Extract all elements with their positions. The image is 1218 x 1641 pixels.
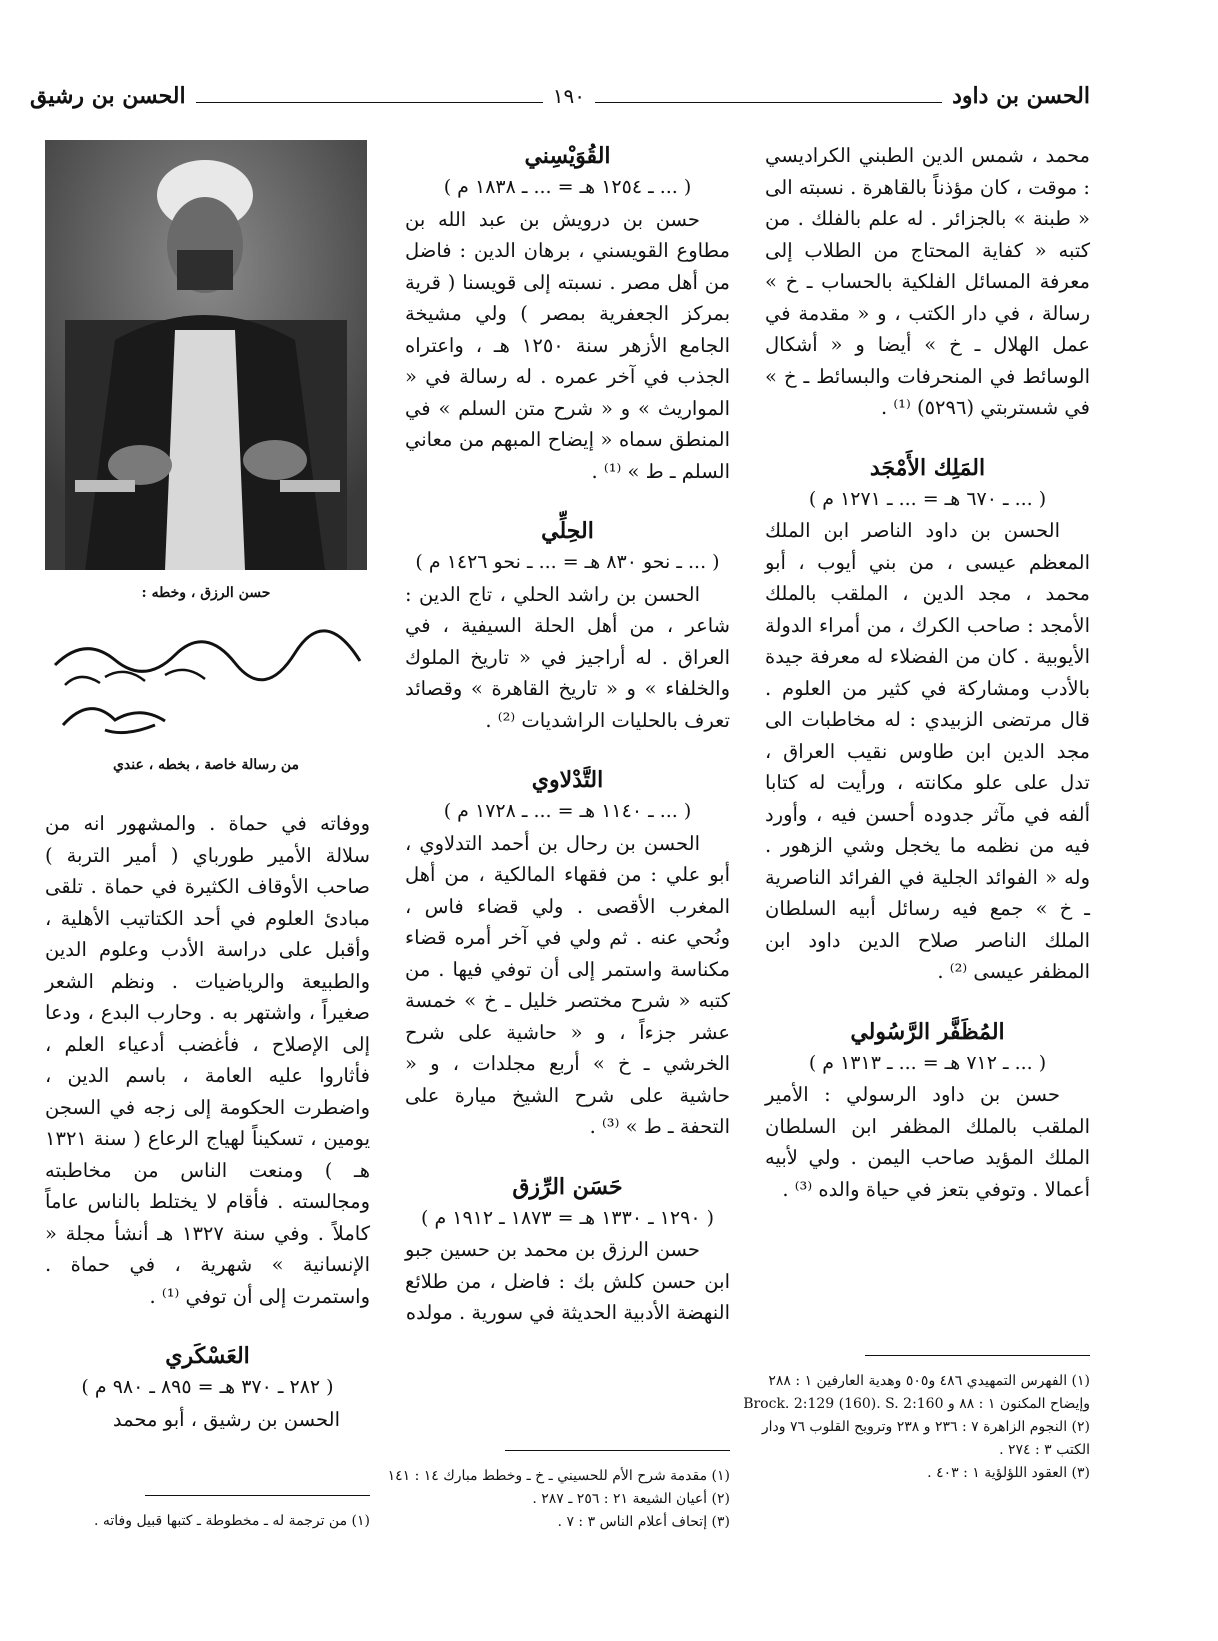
- running-head-left: الحسن بن رشيق: [30, 83, 186, 109]
- entry-text: الحسن بن راشد الحلي ، تاج الدين : شاعر ، من أهل الحلة السيفية ، في العراق . له أراجيز في « تاريخ الملوك والخلفاء » و « تاريخ القاهرة » وقصائد تعرف بالحليات الراشديات ⁽²⁾ .: [405, 582, 730, 732]
- entry-text: حسن الرزق بن محمد بن حسين جبو ابن حسن كلش بك : فاضل ، من طلائع النهضة الأدبية الحديثة في سورية . مولده: [405, 1238, 730, 1324]
- handwriting-sample: [45, 625, 367, 745]
- page-number: ١٩٠: [552, 84, 585, 108]
- entry-dates: ( ... ـ ٦٧٠ هـ = ... ـ ١٢٧١ م ): [808, 487, 1047, 510]
- footnotes-right: [735, 1355, 1090, 1485]
- entry-heading: المَلِك الأَمْجَد: [869, 454, 986, 481]
- entry-text: حسن بن داود الرسولي : الأمير الملقب بالملك المظفر ابن السلطان الملك المؤيد صاحب اليمن . ولي لأبيه أعمالا . وتوفي بتعز في حياة والده ⁽³⁾ .: [765, 1083, 1090, 1201]
- entry-heading: العَسْكَري: [165, 1343, 250, 1369]
- entry-text: حسن بن درويش بن عبد الله بن مطاوع القويسني ، برهان الدين : فاضل من أهل مصر . نسبته إلى قويسنا ( قرية بمركز الجعفرية بمصر ) ولي مشيخة الجامع الأزهر سنة ١٢٥٠ هـ ، واعتراه الجذب في آخر عمره . له رسالة في « المواريث » و « شرح متن السلم » في المنطق سماه « إيضاح المبهم من معاني السلم ـ ط » ⁽¹⁾ .: [405, 207, 730, 483]
- entry-heading: القُوَيْسِني: [524, 143, 611, 169]
- entry-text: الحسن بن رشيق ، أبو محمد: [112, 1407, 340, 1431]
- entry-dates: ( ... ـ ١٢٥٤ هـ = ... ـ ١٨٣٨ م ): [443, 176, 692, 198]
- footnote: (١) الفهرس التمهيدي ٤٨٦ و٥٠٥ وهدية العارفين ١ : ٢٨٨ وإيضاح المكنون ١ : ٨٨ و Brock. 2:129 (160). S. 2:160: [743, 1373, 1090, 1412]
- running-head-right: الحسن بن داود: [952, 83, 1090, 109]
- entry-dates: ( ... ـ ٧١٢ هـ = ... ـ ١٣١٣ م ): [808, 1051, 1047, 1074]
- continuation-paragraph: ووفاته في حماة . والمشهور انه من سلالة الأمير طورباي ( أمير التربة ) صاحب الأوقاف الكثيرة في حماة . تلقى مبادئ العلوم في أحد الكتاتيب الأهلية ، وأقبل على دراسة الأدب وعلوم الدين والطبيعة والرياضيات . ونظم الشعر صغيراً ، واشتهر به . وحارب البدع ، ودعا إلى الإصلاح ، فأغضب أدعياء العلم ، فأثاروا عليه العامة ، باسم الدين ، واضطرت الحكومة إلى زجه في السجن يومين ، تسكيناً لهياج الرعاع ( سنة ١٣٢١ هـ ) ومنعت الناس من مخاطبته ومجالسته . فأقام لا يختلط بالناس عاماً كاملاً . وفي سنة ١٣٢٧ هـ أنشأ مجلة « الإنسانية » شهرية ، في حماة . واستمرت إلى أن توفي ⁽¹⁾ .: [45, 812, 370, 1308]
- footnote: (٢) أعيان الشيعة ٢١ : ٢٥٦ ـ ٢٨٧ .: [532, 1491, 730, 1507]
- footnotes-middle: [385, 1450, 730, 1534]
- entry-dates: ( ١٢٩٠ ـ ١٣٣٠ هـ = ١٨٧٣ ـ ١٩١٢ م ): [421, 1206, 714, 1229]
- footnote: (١) مقدمة شرح الأم للحسيني ـ خ ـ وخطط مبارك ١٤ : ١٤١: [387, 1468, 730, 1484]
- footnote: (٣) العقود اللؤلؤية ١ : ٤٠٣ .: [927, 1465, 1090, 1481]
- entry-text: الحسن بن رحال بن أحمد التدلاوي ، أبو علي : من فقهاء المالكية ، من أهل المغرب الأقصى . ولي قضاء فاس ، ونُحي عنه . ثم ولي في آخر أمره قضاء مكناسة واستمر إلى أن توفي فيها . من كتبه « شرح مختصر خليل ـ خ » خمسة عشر جزءاً ، و « حاشية على شرح الخرشي ـ خ » أربع مجلدات ، و « حاشية على شرح الشيخ ميارة على التحفة ـ ط » ⁽³⁾ .: [405, 831, 730, 1138]
- footnote-rule: [505, 1450, 730, 1451]
- portrait-photo: [45, 140, 367, 570]
- column-middle: [405, 140, 730, 1329]
- footnote: (١) من ترجمة له ـ مخطوطة ـ كتبها قبيل وفاته .: [93, 1513, 370, 1529]
- portrait-figure: [45, 140, 367, 570]
- running-head-rule: [595, 102, 942, 103]
- entry-dates: ( ... ـ ١١٤٠ هـ = ... ـ ١٧٢٨ م ): [443, 800, 692, 822]
- footnote-rule: [865, 1355, 1090, 1356]
- running-head: [30, 76, 1090, 116]
- footnote-rule: [145, 1495, 370, 1496]
- entry-heading: الحِلِّي: [541, 518, 594, 544]
- entry-heading: التَّدْلاوي: [531, 767, 604, 793]
- running-head-rule: [196, 102, 543, 103]
- footnote: (٣) إتحاف أعلام الناس ٣ : ٧ .: [557, 1514, 730, 1530]
- column-right: [765, 140, 1090, 1205]
- column-left: [45, 808, 370, 1435]
- entry-heading: المُظَفَّر الرَّسُولي: [850, 1018, 1005, 1045]
- entry-dates: ( ... ـ نحو ٨٣٠ هـ = ... ـ نحو ١٤٢٦ م ): [415, 551, 720, 573]
- entry-heading: حَسَن الرِّزق: [512, 1173, 623, 1200]
- footnote: (٢) النجوم الزاهرة ٧ : ٢٣٦ و ٢٣٨ وترويح القلوب ٧٦ ودار الكتب ٣ : ٢٧٤ .: [761, 1419, 1090, 1458]
- photo-caption: حسن الرزق ، وخطه :: [141, 585, 271, 601]
- entry-text: الحسن بن داود الناصر ابن الملك المعظم عيسى ، من بني أيوب ، أبو محمد ، مجد الدين ، الملقب بالملك الأمجد : صاحب الكرك ، من أمراء الدولة الأيوبية . كان من الفضلاء له معرفة جيدة بالأدب ومشاركة في كثير من العلوم . قال مرتضى الزبيدي : له مخاطبات الى مجد الدين ابن طاوس نقيب العراق ، تدل على علو مكانته ، ورأيت له كتابا ألفه في مآثر جدوده أحسن فيه ، وأورد فيه من نظمه ما يخجل وشي الزهور . وله « الفوائد الجلية في الفرائد الناصرية ـ خ » جمع فيه رسائل أبيه السلطان الملك الناصر صلاح الدين داود ابن المظفر عيسى ⁽²⁾ .: [765, 519, 1090, 983]
- entry-dates: ( ٢٨٢ ـ ٣٧٠ هـ = ٨٩٥ ـ ٩٨٠ م ): [81, 1376, 334, 1398]
- footnotes-left: [45, 1495, 370, 1533]
- continuation-paragraph: محمد ، شمس الدين الطبني الكراديسي : موقت ، كان مؤذناً بالقاهرة . نسبته الى « طبنة » بالجزائر . له علم بالفلك . من كتبه « كفاية المحتاج من الطلاب إلى معرفة المسائل الفلكية بالحساب ـ خ » رسالة ، في دار الكتب ، و « مقدمة في عمل الهلال ـ خ » أيضا و « أشكال الوسائط في المنحرفات والبسائط ـ خ » في شستربتي (٥٢٩٦) ⁽¹⁾ .: [765, 144, 1090, 419]
- handwriting-caption: من رسالة خاصة ، بخطه ، عندي: [112, 757, 300, 773]
